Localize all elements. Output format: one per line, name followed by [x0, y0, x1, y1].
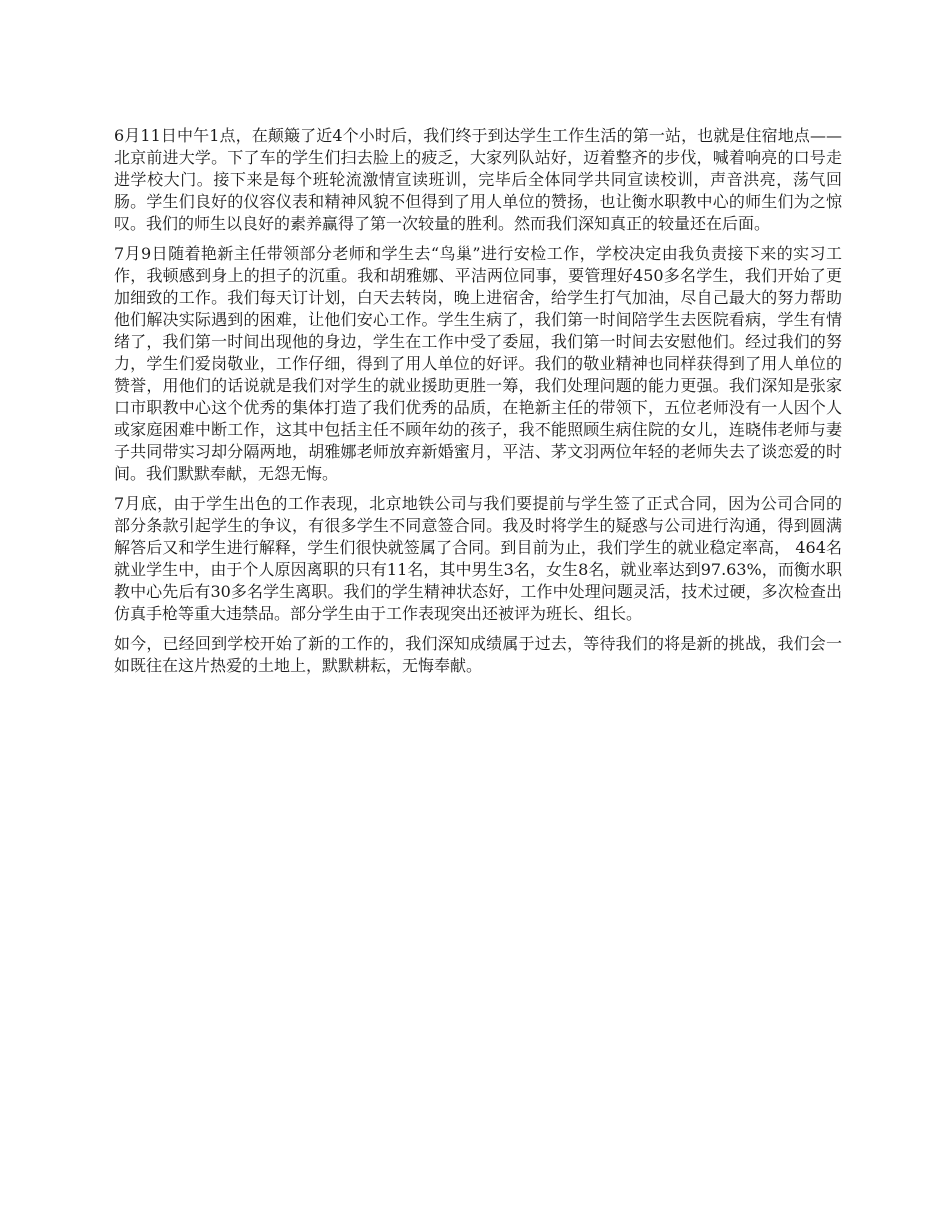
document-body — [114, 125, 842, 685]
paragraph-1: 6月11日中午1点，在颠簸了近4个小时后，我们终于到达学生工作生活的第一站，也就是住宿地点——北京前进大学。下了车的学生们扫去脸上的疲乏，大家列队站好，迈着整齐的步伐，喊着响亮的口号走进学校大门。接下来是每个班轮流激情宣读班训，完毕后全体同学共同宣读校训，声音洪亮，荡气回肠。学生们良好的仪容仪表和精神风貌不但得到了用人单位的赞扬，也让衡水职教中心的师生们为之惊叹。我们的师生以良好的素养赢得了第一次较量的胜利。然而我们深知真正的较量还在后面。 — [114, 126, 842, 233]
paragraph-3: 7月底，由于学生出色的工作表现，北京地铁公司与我们要提前与学生签了正式合同，因为公司合同的部分条款引起学生的争议，有很多学生不同意签合同。我及时将学生的疑惑与公司进行沟通，得到圆满解答后又和学生进行解释，学生们很快就签属了合同。到目前为止，我们学生的就业稳定率高， 464名就业学生中，由于个人原因离职的只有11名，其中男生3名，女生8名，就业率达到97.63%，而衡水职教中心先后有30多名学生离职。我们的学生精神状态好，工作中处理问题灵活，技术过硬，多次检查出仿真手枪等重大违禁品。部分学生由于工作表现突出还被评为班长、组长。 — [114, 494, 842, 623]
paragraph-2: 7月9日随着艳新主任带领部分老师和学生去“鸟巢”进行安检工作，学校决定由我负责接下来的实习工作，我顿感到身上的担子的沉重。我和胡雅娜、平洁两位同事，要管理好450多名学生，我们开始了更加细致的工作。我们每天订计划，白天去转岗，晚上进宿舍，给学生打气加油，尽自己最大的努力帮助他们解决实际遇到的困难，让他们安心工作。学生生病了，我们第一时间陪学生去医院看病，学生有情绪了，我们第一时间出现他的身边，学生在工作中受了委屈，我们第一时间去安慰他们。经过我们的努力，学生们爱岗敬业，工作仔细，得到了用人单位的好评。我们的敬业精神也同样获得到了用人单位的赞誉，用他们的话说就是我们对学生的就业援助更胜一筹，我们处理问题的能力更强。我们深知是张家口市职教中心这个优秀的集体打造了我们优秀的品质，在艳新主任的带领下，五位老师没有一人因个人或家庭困难中断工作，这其中包括主任不顾年幼的孩子，我不能照顾生病住院的女儿，连晓伟老师与妻子共同带实习却分隔两地，胡雅娜老师放弃新婚蜜月，平洁、茅文羽两位年轻的老师失去了谈恋爱的时间。我们默默奉献，无怨无悔。 — [114, 244, 842, 483]
paragraph-4: 如今，已经回到学校开始了新的工作的，我们深知成绩属于过去，等待我们的将是新的挑战，我们会一如既往在这片热爱的土地上，默默耕耘，无悔奉献。 — [114, 634, 842, 675]
